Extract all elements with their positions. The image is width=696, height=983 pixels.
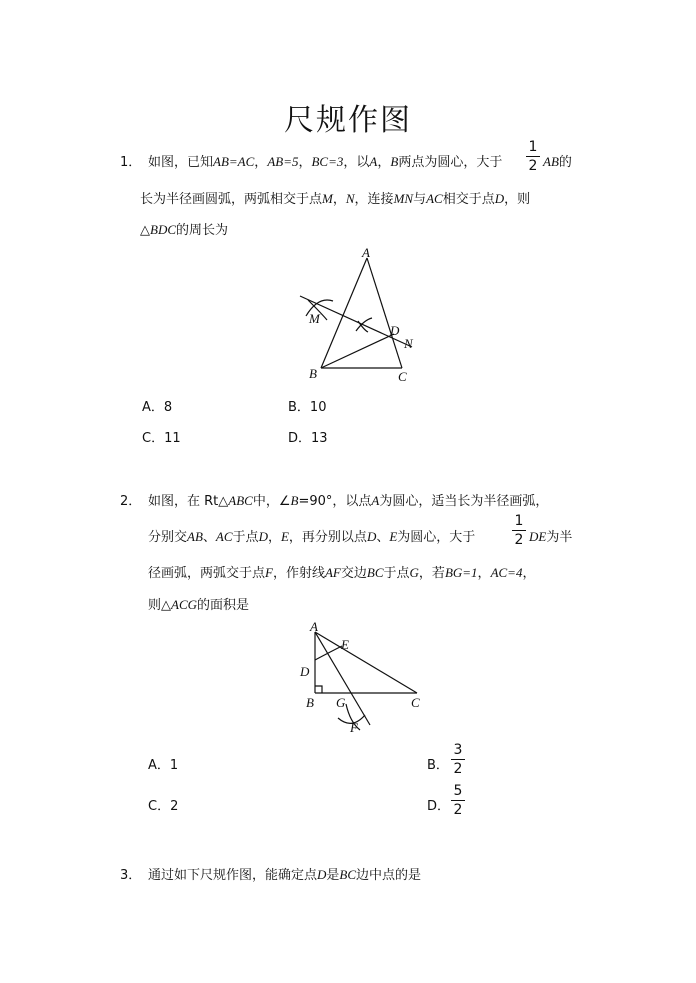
- math-expr: BC=3: [311, 154, 344, 169]
- text: ，: [298, 155, 312, 170]
- math-expr: BG=1: [444, 565, 478, 580]
- arc-m: [306, 300, 333, 316]
- option-d[interactable]: D．13: [288, 431, 328, 446]
- text: 如图，已知: [148, 155, 214, 170]
- text: 为圆心，大于: [397, 530, 476, 545]
- text: 为圆心，适当长为半径画弧，: [379, 494, 549, 509]
- math-expr: AB=AC: [213, 154, 255, 169]
- option-c[interactable]: C．11: [142, 431, 181, 446]
- denominator: 2: [528, 158, 538, 174]
- text: ，: [477, 566, 491, 581]
- option-b[interactable]: B．10: [288, 400, 327, 415]
- option-c[interactable]: C．2: [148, 799, 179, 814]
- page-title: 尺规作图: [284, 103, 412, 138]
- label-b: B: [306, 695, 314, 710]
- math-var: B: [390, 154, 399, 169]
- label-b: B: [309, 366, 317, 381]
- text: 两点为圆心，大于: [398, 155, 503, 170]
- text: ，: [332, 192, 346, 207]
- text: 的周长为: [176, 223, 229, 238]
- math-expr: ACG: [171, 597, 197, 612]
- math-expr: DE: [529, 529, 547, 544]
- text: 与: [413, 192, 427, 207]
- option-label: B．: [427, 758, 449, 773]
- text: 于点: [232, 530, 259, 545]
- math-var: F: [265, 565, 273, 580]
- question-number: 1．: [120, 155, 142, 170]
- math-expr: BDC: [150, 222, 176, 237]
- question-text-line: [529, 526, 572, 545]
- fraction-one-half: [526, 139, 540, 174]
- math-var: E: [280, 529, 289, 544]
- math-var: A: [369, 154, 378, 169]
- numerator: 5: [451, 783, 465, 801]
- question-text-line: [148, 151, 502, 170]
- question-number: 2．: [120, 494, 142, 509]
- text: ，连接: [354, 192, 394, 207]
- arc-n: [358, 321, 368, 332]
- text: 、: [376, 530, 390, 545]
- text: ，若: [418, 566, 445, 581]
- text: ，: [267, 530, 281, 545]
- math-var: D: [494, 191, 505, 206]
- text: 为半: [546, 530, 573, 545]
- text: ，: [254, 155, 268, 170]
- question-text-line: [140, 219, 228, 238]
- text: 相交于点: [442, 192, 495, 207]
- segment-ac: [367, 258, 402, 368]
- text: 是: [326, 868, 340, 883]
- question-text-line: [148, 526, 475, 545]
- math-var: G: [409, 565, 419, 580]
- numerator: 3: [451, 742, 465, 760]
- text: 长为半径画圆弧，两弧相交于点: [140, 192, 323, 207]
- math-expr: BC: [366, 565, 384, 580]
- math-var: N: [345, 191, 355, 206]
- text: 中，∠: [252, 494, 291, 509]
- math-expr: AF: [324, 565, 341, 580]
- question-text-line: [148, 562, 535, 581]
- option-a[interactable]: A．1: [148, 758, 179, 773]
- question-text-line: [148, 594, 249, 613]
- label-f: F: [350, 720, 358, 735]
- question-text-line: [140, 188, 530, 207]
- text: 于点: [383, 566, 410, 581]
- label-c: C: [411, 695, 420, 710]
- math-var: D: [258, 529, 268, 544]
- segment-ab: [321, 258, 367, 368]
- math-expr: MN: [393, 191, 414, 206]
- denominator: 2: [514, 532, 524, 548]
- segment-ac: [315, 632, 417, 693]
- denominator: 2: [453, 802, 463, 818]
- question-text-line: [148, 490, 548, 509]
- right-angle-mark: [315, 686, 322, 693]
- ray-af: [315, 632, 370, 725]
- label-a: A: [310, 619, 318, 634]
- arc-de: [315, 646, 342, 660]
- text: △: [140, 223, 150, 238]
- math-var: D: [366, 529, 377, 544]
- math-var: A: [371, 493, 380, 508]
- segment-bd: [321, 334, 394, 368]
- text: ，作射线: [272, 566, 325, 581]
- text: 通过如下尺规作图，能确定点: [148, 868, 318, 883]
- math-expr: AB: [543, 154, 559, 169]
- text: ，: [377, 155, 391, 170]
- math-expr: AC: [215, 529, 233, 544]
- math-expr: AB: [187, 529, 203, 544]
- text: 的: [558, 155, 572, 170]
- arc-n2: [356, 318, 372, 331]
- text: 交边: [340, 566, 367, 581]
- label-d: D: [300, 664, 310, 679]
- label-d: D: [390, 323, 400, 338]
- text: 分别交: [148, 530, 188, 545]
- label-g: G: [336, 695, 346, 710]
- label-a: A: [362, 245, 370, 260]
- math-expr: AB=5: [267, 154, 299, 169]
- option-label: D．: [427, 799, 451, 814]
- text: 、: [202, 530, 216, 545]
- text: 则△: [148, 598, 171, 613]
- question-text-line: [148, 864, 421, 883]
- numerator: 1: [526, 139, 540, 157]
- denominator: 2: [453, 761, 463, 777]
- text: 如图，在 Rt△: [148, 494, 229, 509]
- text: 径画弧，两弧交于点: [148, 566, 266, 581]
- fraction-three-halves: [451, 742, 465, 777]
- question-number: 3．: [120, 868, 142, 883]
- option-a[interactable]: A．8: [142, 400, 173, 415]
- text: ，再分别以点: [288, 530, 367, 545]
- text: =90°，以点: [298, 494, 372, 509]
- math-var: M: [322, 191, 333, 206]
- numerator: 1: [512, 513, 526, 531]
- text: 的面积是: [197, 598, 250, 613]
- arc-f2: [346, 704, 360, 730]
- arc-m2: [308, 300, 327, 320]
- question-text-line: [543, 151, 572, 170]
- text: 边中点的是: [356, 868, 422, 883]
- text: ，以: [343, 155, 370, 170]
- math-expr: AC: [426, 191, 443, 206]
- math-var: B: [290, 493, 299, 508]
- fraction-five-halves: [451, 783, 465, 818]
- line-mn: [300, 296, 412, 347]
- math-expr: ABC: [228, 493, 253, 508]
- math-var: E: [389, 529, 398, 544]
- label-e: E: [341, 637, 349, 652]
- math-var: D: [317, 867, 327, 882]
- text: ，: [522, 566, 536, 581]
- label-m: M: [309, 311, 320, 326]
- arc-f1: [338, 715, 365, 723]
- text: ，则: [504, 192, 531, 207]
- label-n: N: [404, 336, 413, 351]
- fraction-one-half: [512, 513, 526, 548]
- math-expr: AC=4: [490, 565, 523, 580]
- label-c: C: [398, 369, 407, 384]
- math-expr: BC: [339, 867, 357, 882]
